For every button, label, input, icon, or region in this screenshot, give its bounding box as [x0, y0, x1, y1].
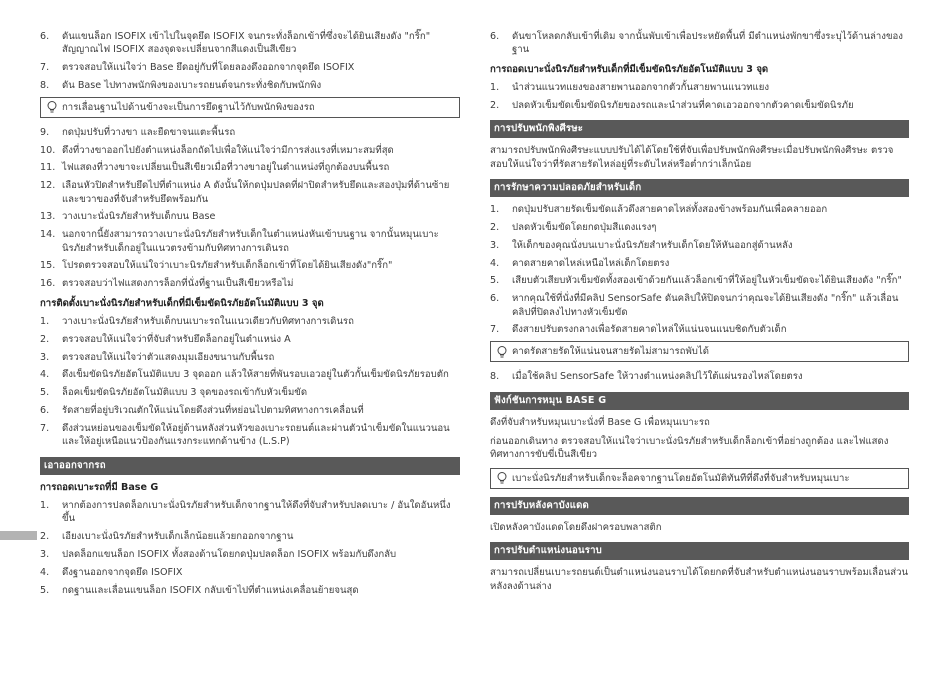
step-text: หากต้องการปลดล็อกเบาะนั่งนิรภัยสำหรับเด็กจากฐานให้ดึงที่จับสำหรับปลดเบาะ / อันใดอันหนึ่งขึ้น: [62, 500, 451, 525]
step-number: 6.: [490, 31, 500, 42]
section-bar-removal: เอาออกจากรถ: [40, 457, 460, 475]
para-rotation-2: ก่อนออกเดินทาง ตรวจสอบให้แน่ใจว่าเบาะนั่งนิรภัยสำหรับเด็กล็อกเข้าที่อย่างถูกต้อง และไฟแสดงทิศทางการขับขี่เป็นสีเขียว: [490, 436, 889, 461]
step-text: ดึงฐานออกจากจุดยึด ISOFIX: [62, 566, 183, 578]
list-item: [40, 30, 460, 57]
list-item: [40, 144, 460, 157]
step-number: 7.: [40, 422, 50, 434]
step-number: 6.: [40, 31, 50, 42]
section-bar-canopy: การปรับหลังคาบังแดด: [490, 497, 909, 515]
steps-sensorsafe: [490, 370, 909, 383]
step-number: 2.: [40, 531, 50, 543]
list-item: [490, 257, 909, 270]
step-number: 5.: [40, 387, 50, 399]
step-text: ล็อคเข็มขัดนิรภัยอัตโนมัติแบบ 3 จุดของรถเข้ากับหัวเข็มขัด: [62, 387, 308, 399]
step-number: 3.: [490, 239, 500, 251]
step-number: 2.: [490, 222, 500, 234]
steps-attach-base: [40, 30, 460, 92]
step-number: 10.: [40, 144, 56, 156]
section-bar-child-safety: การรักษาความปลอดภัยสำหรับเด็ก: [490, 179, 909, 197]
list-item: [40, 79, 460, 92]
step-number: 13.: [40, 211, 56, 223]
step-number: 4.: [490, 257, 500, 269]
step-text: ตรวจสอบให้แน่ใจว่าที่จับสำหรับยึดล็อกอยู่ในตำแหน่ง A: [62, 333, 291, 345]
list-item: [40, 422, 460, 449]
list-item: [490, 221, 909, 234]
list-item: [40, 126, 460, 139]
step-text: นำส่วนแนวทแยงของสายพานออกจากตัวกั้นสายพานแนวทแยง: [512, 82, 770, 94]
para-canopy: เปิดหลังคาบังแดดโดยดึงฝาครอบพลาสติก: [490, 521, 662, 533]
step-text: ตรวจสอบว่าไฟแสดงการล็อกที่นั่งที่ฐานเป็นสีเขียวหรือไม่: [62, 278, 294, 290]
step-text: ปลดหัวเข็มขัดเข็มขัดนิรภัยของรถและนำส่วนที่คาดเอวออกจากตัวคาดเข็มขัดนิรภัย: [512, 100, 854, 112]
step-number: 8.: [40, 80, 50, 91]
list-item: [490, 274, 909, 287]
right-column: [490, 30, 909, 599]
left-column: [40, 30, 460, 601]
step-number: 15.: [40, 260, 56, 272]
step-text: รัดสายที่อยู่บริเวณตักให้แน่นโดยดึงส่วนที่หย่อนไปตามทิศทางการเคลื่อนที่: [62, 404, 364, 416]
steps-remove-base: [40, 499, 460, 597]
heading-install-belt: การติดตั้งเบาะนั่งนิรภัยสำหรับเด็กที่มีเข็มขัดนิรภัยอัตโนมัติแบบ 3 จุด: [40, 297, 324, 309]
list-item: [40, 530, 460, 543]
list-item: [40, 61, 460, 74]
list-item: [40, 277, 460, 290]
step-text: เลือนหัวปิดสำหรับยึดไปที่ตำแหน่ง A ดังนั้นให้กดปุ่มปลดที่ฝาปิดสำหรับยึดและสองปุ่มที่ด้านซ้ายและขวาของที่จับสำหรับยึดพร้อมกัน: [62, 180, 450, 205]
step-number: 1.: [490, 82, 500, 94]
tip-box: [490, 341, 909, 362]
list-item: [490, 370, 909, 383]
list-item: [40, 584, 460, 597]
step-text: ปลดหัวเข็มขัดโดยกดปุ่มสีแดงแรงๆ: [512, 222, 657, 234]
step-text: ตรวจสอบให้แน่ใจว่าตัวแสดงมุมเอียงขนานกับพื้นรถ: [62, 351, 275, 363]
step-number: 5.: [40, 584, 50, 596]
list-item: [40, 368, 460, 381]
step-number: 6.: [40, 404, 50, 416]
step-text: หากคุณใช้ที่นั่งที่มีคลิป SensorSafe ดันคลิปให้ปิดจนกว่าคุณจะได้ยินเสียงดัง "กริ๊ก" แล้วเลื่อนคลิปที่ปิดลงไปทางหัวเข็มขัด: [512, 293, 899, 318]
step-text: ปลดล็อกแขนล็อก ISOFIX ทั้งสองด้านโดยกดปุ่มปลดล็อก ISOFIX พร้อมกับดึงกลับ: [62, 549, 397, 560]
step-text: ดันแขนล็อก ISOFIX เข้าไปในจุดยึด ISOFIX จนกระทั่งล็อกเข้าที่ซึ่งจะได้ยินเสียงดัง "กริ๊ก" สัญญาณไฟ ISOFIX สองจุดจะเปลี่ยนจากสีแดงเป็นสีเขียว: [62, 31, 431, 56]
step-number: 4.: [40, 566, 50, 578]
list-item: [490, 323, 909, 336]
steps-support-leg: [40, 126, 460, 291]
heading-remove-base: การถอดเบาะรถที่มี Base G: [40, 481, 159, 493]
list-item: [40, 404, 460, 417]
step-number: 9.: [40, 126, 50, 138]
step-number: 3.: [40, 549, 50, 560]
step-number: 2.: [40, 333, 50, 345]
step-number: 1.: [40, 500, 50, 511]
heading-remove-belt: การถอดเบาะนั่งนิรภัยสำหรับเด็กที่มีเข็มขัดนิรภัยอัตโนมัติแบบ 3 จุด: [490, 63, 769, 75]
list-item: [40, 351, 460, 364]
list-item: [490, 81, 909, 94]
section-bar-lying: การปรับตำแหน่งนอนราบ: [490, 542, 909, 560]
step-text: ไฟแสดงที่วางขาจะเปลี่ยนเป็นสีเขียวเมื่อที่วางขาอยู่ในตำแหน่งที่ถูกต้องบนพื้นรถ: [62, 162, 390, 174]
step-number: 3.: [40, 351, 50, 363]
step-number: 6.: [490, 293, 500, 305]
step-text: ดันขาโหลดกลับเข้าที่เดิม จากนั้นพับเข้าเพื่อประหยัดพื้นที่ มีตำแหน่งพักขาซึ่งระบุไว้ด้านล่างของฐาน: [512, 31, 903, 56]
list-item: [40, 179, 460, 206]
step-text: นอกจากนี้ยังสามารถวางเบาะนั่งนิรภัยสำหรับเด็กในตำแหน่งหันเข้าบนฐาน จากนั้นหมุนเบาะนิรภัยสำหรับเด็กอยู่ในแนวตรงข้ามกับทิศทางการเดินรถ: [62, 229, 439, 254]
step-text: ดึงเข็มขัดนิรภัยอัตโนมัติแบบ 3 จุดออก แล้วให้สายที่พันรอบเอวอยู่ในตัวกั้นเข็มขัดนิรภัยรอบตัก: [62, 369, 449, 381]
para-lying: สามารถเปลี่ยนเบาะรถยนต์เป็นตำแหน่งนอนราบได้โดยกดที่จับสำหรับตำแหน่งนอนราบพร้อมเลื่อนส่วนหลังลงด้านล่าง: [490, 567, 909, 592]
lightbulb-icon: [495, 345, 509, 359]
step-text: เมื่อใช้คลิป SensorSafe ให้วางตำแหน่งคลิปไว้ใต้แผ่นรองไหล่โดยตรง: [512, 371, 803, 383]
list-item: [40, 548, 460, 561]
step-text: เสียบตัวเสียบหัวเข็มขัดทั้งสองเข้าด้วยกันแล้วล็อกเข้าที่ให้อยู่ในหัวเข็มขัดจะได้ยินเสียงดัง "กริ๊ก": [512, 275, 902, 287]
list-item: [490, 99, 909, 112]
list-item: [40, 499, 460, 526]
tip-text: การเลื่อนฐานไปด้านข้างจะเป็นการยึดฐานไว้กับพนักพิงของรถ: [62, 101, 315, 113]
list-item: [40, 333, 460, 346]
step-number: 8.: [490, 371, 500, 383]
list-item: [40, 315, 460, 328]
steps-remove-base-cont: [490, 30, 909, 57]
section-bar-headrest: การปรับพนักพิงศีรษะ: [490, 120, 909, 138]
step-number: 12.: [40, 180, 56, 192]
step-text: ดึงส่วนหย่อนของเข็มขัดให้อยู่ด้านหลังส่วนหัวของเบาะรถยนต์และผ่านตัวนำเข็มขัดในแนวนอน และให้อยู่เหนือแนวป้องกันแรงกระแทกด้านข้าง (L.S.P): [62, 422, 450, 448]
step-number: 2.: [490, 100, 500, 112]
step-text: กดฐานและเลื่อนแขนล็อก ISOFIX กลับเข้าไปที่ตำแหน่งเคลื่อนย้ายจนสุด: [62, 584, 359, 596]
tip-box: [490, 468, 909, 489]
list-item: [490, 292, 909, 319]
step-number: 7.: [40, 62, 50, 74]
step-number: 1.: [40, 316, 50, 327]
page-edge-tab: [0, 531, 37, 540]
section-bar-rotation: ฟังก์ชันการหมุน BASE G: [490, 392, 909, 410]
step-text: โปรดตรวจสอบให้แน่ใจว่าเบาะนิรภัยสำหรับเด็กล็อกเข้าที่โดยได้ยินเสียงดัง"กริ๊ก": [62, 260, 393, 272]
step-text: ดึงสายปรับตรงกลางเพื่อรัดสายคาดไหล่ให้แน่นจนแนบชิดกับตัวเด็ก: [512, 324, 787, 336]
para-rotation-1: ดึงที่จับสำหรับหมุนเบาะนั่งที่ Base G เพื่อหมุนเบาะรถ: [490, 416, 710, 428]
tip-box: [40, 97, 460, 118]
lightbulb-icon: [495, 471, 509, 485]
step-number: 4.: [40, 369, 50, 381]
list-item: [40, 566, 460, 579]
tip-text: คาดรัดสายรัดให้แน่นจนสายรัดไม่สามารถพับได้: [512, 346, 709, 358]
step-text: เอียงเบาะนั่งนิรภัยสำหรับเด็กเล็กน้อยแล้วยกออกจากฐาน: [62, 531, 294, 543]
steps-install-belt: [40, 315, 460, 449]
step-number: 11.: [40, 162, 56, 174]
step-number: 5.: [490, 275, 500, 287]
list-item: [490, 239, 909, 252]
list-item: [40, 228, 460, 255]
step-text: วางเบาะนั่งนิรภัยสำหรับเด็กบนเบาะรถในแนวเดียวกับทิศทางการเดินรถ: [62, 316, 354, 327]
steps-remove-belt: [490, 81, 909, 112]
step-number: 14.: [40, 229, 56, 241]
step-text: กดปุ่มปรับสายรัดเข็มขัดแล้วดึงสายคาดไหล่ทั้งสองข้างพร้อมกันเพื่อคลายออก: [512, 204, 828, 216]
step-text: ให้เด็กของคุณนั่งบนเบาะนั่งนิรภัยสำหรับเด็กโดยให้หันออกสู่ด้านหลัง: [512, 239, 793, 251]
lightbulb-icon: [45, 100, 59, 114]
step-text: ดัน Base ไปทางพนักพิงของเบาะรถยนต์จนกระทั่งชิดกับพนักพิง: [62, 80, 322, 91]
para-headrest: สามารถปรับพนักพิงศีรษะแบบปรับได้ได้โดยใช้ที่จับเพื่อปรับพนักพิงศีรษะเมื่อปรับพนักพิงศีรษะ ตรวจสอบให้แน่ใจว่าที่รัดสายรัดไหล่อยู่ที่ระดับไหล่หรือต่ำกว่าเล็กน้อย: [490, 145, 894, 170]
steps-child-safety: [490, 203, 909, 337]
step-number: 7.: [490, 324, 500, 336]
step-number: 16.: [40, 278, 56, 290]
step-text: วางเบาะนั่งนิรภัยสำหรับเด็กบน Base: [62, 211, 216, 223]
list-item: [40, 161, 460, 174]
list-item: [490, 30, 909, 57]
step-text: คาดสายคาดไหล่เหนือไหล่เด็กโดยตรง: [512, 257, 670, 269]
list-item: [40, 259, 460, 272]
tip-text: เบาะนั่งนิรภัยสำหรับเด็กจะล็อคจากฐานโดยอัตโนมัติทันทีที่ดึงที่จับสำหรับหมุนเบาะ: [512, 472, 850, 484]
list-item: [40, 386, 460, 399]
step-text: ตรวจสอบให้แน่ใจว่า Base ยึดอยู่กับที่โดยลองดึงออกจากจุดยึด ISOFIX: [62, 62, 355, 74]
list-item: [40, 210, 460, 223]
step-number: 1.: [490, 204, 500, 216]
step-text: ดึงที่วางขาออกไปยังตำแหน่งล็อกถัดไปเพื่อให้แน่ใจว่ามีการส่งแรงที่เหมาะสมที่สุด: [62, 144, 394, 156]
step-text: กดปุ่มปรับที่วางขา และยืดขาจนแตะพื้นรถ: [62, 126, 236, 138]
list-item: [490, 203, 909, 216]
